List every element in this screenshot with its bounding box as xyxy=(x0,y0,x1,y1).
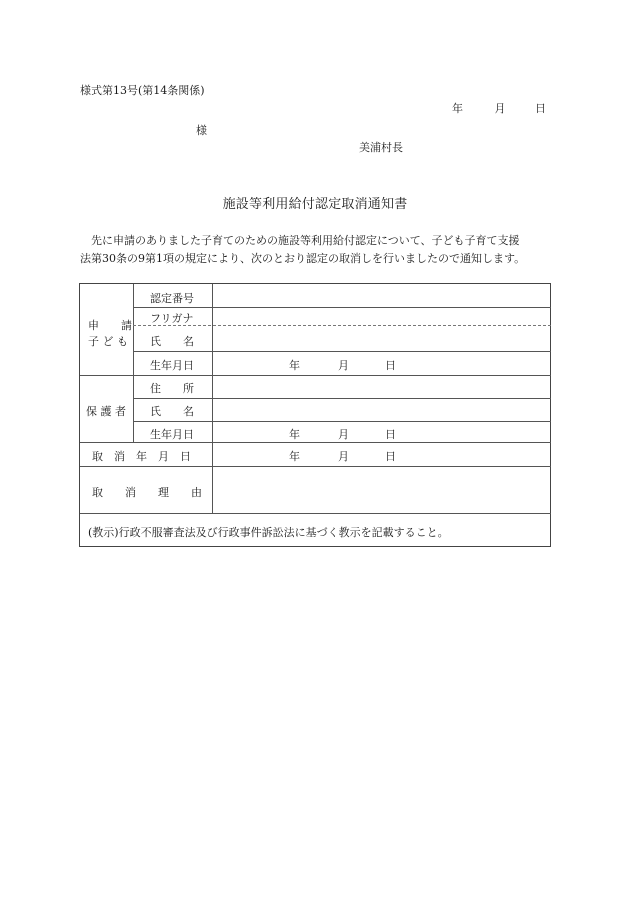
child-name-label: 氏 名 xyxy=(150,335,194,348)
guardian-birth-month: 月 xyxy=(338,428,349,441)
body-line-1: 先に申請のありました子育てのための施設等利用給付認定について、子ども子育て支援 xyxy=(91,234,520,247)
table-hline xyxy=(80,466,551,467)
cancel-day: 日 xyxy=(385,450,396,463)
table-hline xyxy=(133,421,551,422)
table-hline xyxy=(80,513,551,514)
guardian-birth-year: 年 xyxy=(289,428,300,441)
table-hline xyxy=(133,351,551,352)
child-birthdate-label: 生年月日 xyxy=(150,359,194,372)
cancel-date-label: 取 消 年 月 日 xyxy=(92,450,191,463)
child-birth-month: 月 xyxy=(338,359,349,372)
cancel-reason-label: 取 消 理 由 xyxy=(92,486,202,499)
child-birth-day: 日 xyxy=(385,359,396,372)
issuer-name: 美浦村長 xyxy=(359,141,403,154)
guardian-name-label: 氏 名 xyxy=(150,405,194,418)
table-hline xyxy=(133,398,551,399)
body-text xyxy=(80,232,555,268)
cert-number-label: 認定番号 xyxy=(150,292,194,305)
applicant-child-label-2: 子 ど も xyxy=(88,335,128,348)
guardian-address-label: 住 所 xyxy=(150,382,194,395)
cancel-year: 年 xyxy=(289,450,300,463)
table-hline xyxy=(133,307,551,308)
issue-date-day: 日 xyxy=(535,102,546,115)
furigana-label: フリガナ xyxy=(150,312,194,325)
issue-date xyxy=(452,100,546,116)
table-hline xyxy=(80,442,551,443)
form-number: 様式第13号(第14条関係) xyxy=(80,84,205,97)
body-line-2: 法第30条の9第1項の規定により、次のとおり認定の取消しを行いましたので通知します。 xyxy=(80,252,526,265)
applicant-child-label-1: 申 請 xyxy=(88,319,132,332)
guardian-label: 保 護 者 xyxy=(86,405,126,418)
guardian-birthdate-label: 生年月日 xyxy=(150,428,194,441)
cancel-month: 月 xyxy=(338,450,349,463)
notice-table xyxy=(79,283,551,547)
addressee-suffix: 様 xyxy=(196,124,207,137)
issue-date-year: 年 xyxy=(452,102,463,115)
instruction-text: (教示)行政不服審査法及び行政事件訴訟法に基づく教示を記載すること。 xyxy=(88,526,449,539)
table-hline-dashed xyxy=(133,325,551,326)
guardian-birth-day: 日 xyxy=(385,428,396,441)
table-hline xyxy=(80,375,551,376)
child-birth-year: 年 xyxy=(289,359,300,372)
issue-date-month: 月 xyxy=(494,102,506,115)
document-title: 施設等利用給付認定取消通知書 xyxy=(222,197,408,212)
